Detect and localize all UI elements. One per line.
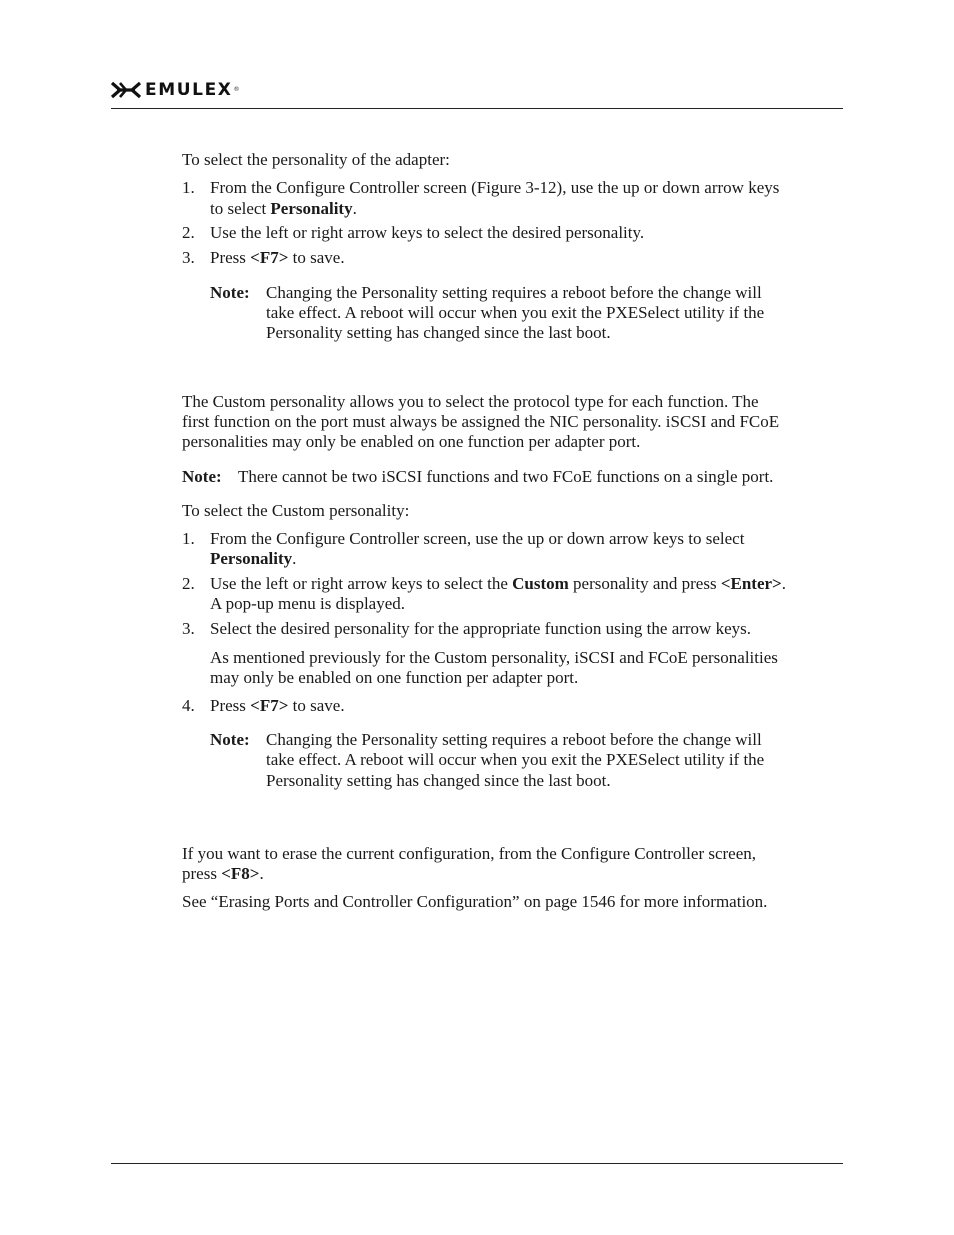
step-number: 1. xyxy=(182,529,195,548)
paragraph-text: personalities may only be enabled on one function per adapter port. xyxy=(182,432,641,451)
step-text: Personality. xyxy=(210,549,297,568)
key-label: <Enter> xyxy=(720,574,782,593)
note-text: There cannot be two iSCSI functions and two FCoE functions on a single port. xyxy=(238,467,774,486)
step-text: A pop-up menu is displayed. xyxy=(210,594,406,613)
bold-term: Personality xyxy=(210,549,293,568)
paragraph-text: The Custom personality allows you to select the protocol type for each function. The xyxy=(182,392,759,411)
emulex-logo xyxy=(111,80,240,100)
step-text: Press <F7> to save. xyxy=(210,696,345,715)
logo-text: EMULEX xyxy=(145,80,233,100)
emulex-logo-icon xyxy=(111,81,141,99)
step-text: to select Personality. xyxy=(210,199,357,218)
step-number: 2. xyxy=(182,574,195,593)
step-number: 1. xyxy=(182,178,195,197)
key-label: <F7> xyxy=(250,248,289,267)
key-label: <F7> xyxy=(250,696,289,715)
note-text: take effect. A reboot will occur when you exit the PXESelect utility if the xyxy=(266,750,765,769)
note-text: Personality setting has changed since the last boot. xyxy=(266,323,611,342)
note-text: take effect. A reboot will occur when you exit the PXESelect utility if the xyxy=(266,303,765,322)
paragraph-text: If you want to erase the current configuration, from the Configure Controller screen, xyxy=(182,844,757,863)
note-text: Changing the Personality setting requires a reboot before the change will xyxy=(266,283,762,302)
logo-trademark: ® xyxy=(233,86,240,93)
header-rule xyxy=(111,108,843,109)
note-text: Changing the Personality setting requires a reboot before the change will xyxy=(266,730,762,749)
note-text: Personality setting has changed since the last boot. xyxy=(266,771,611,790)
paragraph-text: press <F8>. xyxy=(182,864,264,883)
footer-rule xyxy=(111,1163,843,1164)
step-number: 2. xyxy=(182,223,195,242)
step-subtext: As mentioned previously for the Custom personality, iSCSI and FCoE personalities xyxy=(210,648,778,667)
step-number: 3. xyxy=(182,248,195,267)
step-number: 4. xyxy=(182,696,195,715)
bold-term: Personality xyxy=(270,199,353,218)
note-label: Note: xyxy=(210,283,250,302)
cross-reference: See “Erasing Ports and Controller Configuration” on page 1546 for more information. xyxy=(182,892,768,911)
bold-term: Custom xyxy=(512,574,569,593)
step-text: From the Configure Controller screen (Figure 3-12), use the up or down arrow keys xyxy=(210,178,780,197)
key-label: <F8> xyxy=(221,864,260,883)
section2-intro: To select the Custom personality: xyxy=(182,501,410,520)
step-text: Use the left or right arrow keys to select the desired personality. xyxy=(210,223,645,242)
note-label: Note: xyxy=(210,730,250,749)
note-label: Note: xyxy=(182,467,222,486)
step-text: Use the left or right arrow keys to select the Custom personality and press <Enter>. xyxy=(210,574,786,593)
step-text: From the Configure Controller screen, use the up or down arrow keys to select xyxy=(210,529,745,548)
step-number: 3. xyxy=(182,619,195,638)
step-text: Press <F7> to save. xyxy=(210,248,345,267)
paragraph-text: first function on the port must always be assigned the NIC personality. iSCSI and FCoE xyxy=(182,412,780,431)
step-subtext: may only be enabled on one function per adapter port. xyxy=(210,668,579,687)
section1-intro: To select the personality of the adapter: xyxy=(182,150,450,169)
step-text: Select the desired personality for the appropriate function using the arrow keys. xyxy=(210,619,751,638)
